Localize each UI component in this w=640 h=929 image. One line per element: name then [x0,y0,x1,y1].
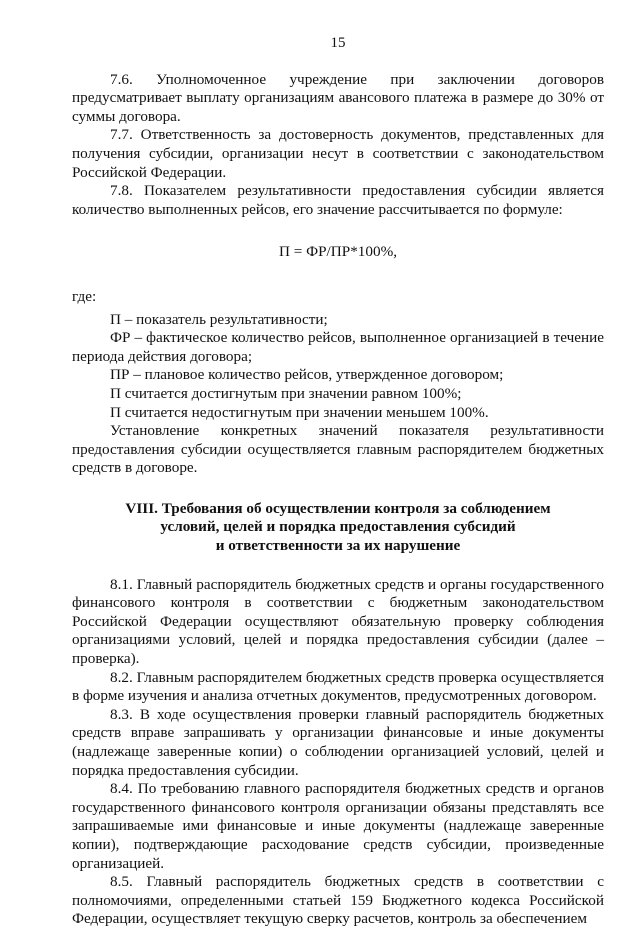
formula: П = ФР/ПР*100%, [278,243,398,261]
section-heading [72,500,604,556]
page-number: 15 [330,35,346,51]
definition-not-achieved: П считается недостигнутым при значении меньшем 100%. [110,403,489,421]
definition-pr: ПР – плановое количество рейсов, утвержденное договором; [110,366,504,384]
paragraph-7-7: 7.7. Ответственность за достоверность документов, представленных для получения субсидии, организации несут в соответствии с законодательством Российской Федерации. [72,126,604,181]
section-heading-line-1: VIII. Требования об осуществлении контроля за соблюдением [125,499,551,517]
paragraph-8-5: 8.5. Главный распорядитель бюджетных средств в соответствии с полномочиями, определенными статьей 159 Бюджетного кодекса Российской Федерации, осуществляет текущую сверку расчетов, контроль за обеспечением [72,873,604,928]
definition-achieved: П считается достигнутым при значении равном 100%; [110,384,462,402]
definition-fr: ФР – фактическое количество рейсов, выполненное организацией в течение периода действия договора; [72,329,604,365]
paragraph-8-1: 8.1. Главный распорядитель бюджетных средств и органы государственного финансового контроля в соответствии с бюджетным законодательством Российской Федерации осуществляют обязательную проверку соблюдения организациями условий, целей и порядка предоставления субсидии (далее – проверка). [72,575,604,668]
paragraph-8-2: 8.2. Главным распорядителем бюджетных средств проверка осуществляется в форме изучения и анализа отчетных документов, предусмотренных договором. [72,668,604,705]
section-heading-line-2: условий, целей и порядка предоставления субсидий [160,518,516,536]
paragraph-7-8: 7.8. Показателем результативности предоставления субсидии является количество выполненных рейсов, его значение рассчитывается по формуле: [72,182,604,218]
where-label: где: [72,287,97,305]
section-heading-line-3: и ответственности за их нарушение [215,537,461,555]
paragraph-7-6: 7.6. Уполномоченное учреждение при заключении договоров предусматривает выплату организациям авансового платежа в размере до 30% от суммы договора. [72,70,604,125]
paragraph-8-3: 8.3. В ходе осуществления проверки главный распорядитель бюджетных средств вправе запрашивать у организации финансовые и иные документы (надлежаще заверенные копии) о соблюдении организацией условий, целей и порядка предоставления субсидии. [72,705,604,779]
definition-values-setting: Установление конкретных значений показателя результативности предоставления субсидии осуществляется главным распорядителем бюджетных средств в договоре. [72,422,604,477]
definition-p: П – показатель результативности; [110,310,328,328]
paragraph-8-4: 8.4. По требованию главного распорядителя бюджетных средств и органов государственного финансового контроля организации обязаны представлять все запрашиваемые ими финансовые и иные документы (надлежаще заверенные копии), подтверждающие расходование средств субсидии, произведенные организацией. [72,780,604,872]
